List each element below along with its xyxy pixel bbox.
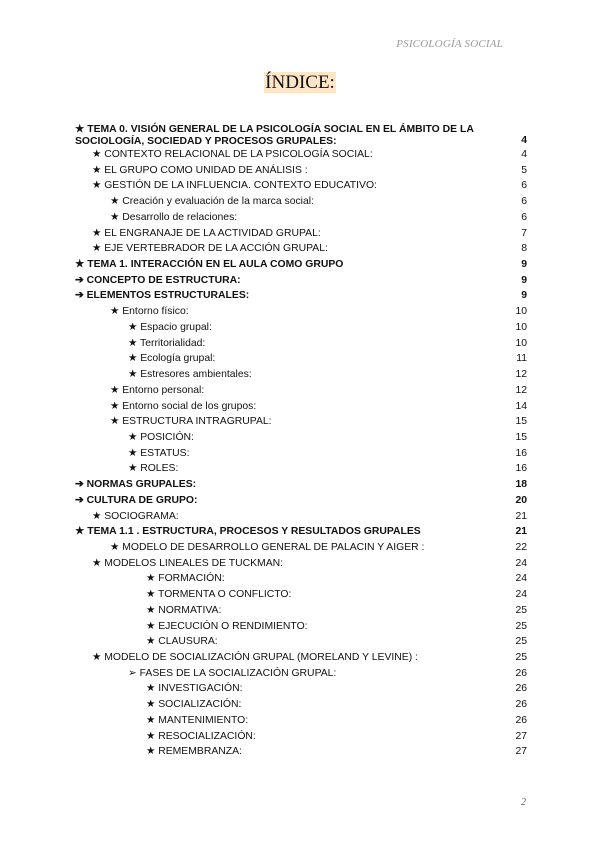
toc-entry[interactable] <box>75 681 527 697</box>
toc-entry-label: CULTURA DE GRUPO: <box>86 494 198 506</box>
star-bullet-icon: ★ <box>110 306 120 318</box>
star-bullet-icon: ★ <box>110 196 120 208</box>
toc-entry[interactable] <box>75 123 527 147</box>
toc-entry[interactable] <box>75 320 527 336</box>
toc-entry-text <box>75 257 343 273</box>
toc-entry[interactable] <box>75 399 527 415</box>
arrow-bullet-icon: ➔ <box>75 290 84 302</box>
toc-entry[interactable] <box>75 540 527 556</box>
toc-entry-label: ESTATUS: <box>140 447 190 459</box>
toc-entry-page: 22 <box>515 541 527 553</box>
toc-entry-label: Entorno social de los grupos: <box>122 400 257 412</box>
toc-entry-page: 24 <box>515 557 527 569</box>
toc-entry-page: 4 <box>521 149 527 160</box>
toc-entry[interactable] <box>75 194 527 210</box>
toc-entry-label: CONTEXTO RELACIONAL DE LA PSICOLOGÍA SOCIAL: <box>104 149 373 160</box>
toc-entry-page: 14 <box>515 400 527 412</box>
toc-entry-text <box>75 288 249 304</box>
toc-entry-text <box>110 194 314 210</box>
toc-entry-page: 20 <box>515 494 527 506</box>
toc-entry-text <box>92 226 321 242</box>
toc-entry-page: 11 <box>516 353 527 365</box>
page-title: ÍNDICE: <box>265 72 335 93</box>
toc-entry-label: NORMATIVA: <box>158 604 222 616</box>
toc-entry-text <box>146 729 256 745</box>
toc-entry-page: 25 <box>515 604 527 616</box>
toc-entry[interactable] <box>75 210 527 226</box>
toc-entry-text <box>75 477 196 493</box>
toc-entry-label: INVESTIGACIÓN: <box>158 683 243 695</box>
toc-entry-page: 25 <box>515 652 527 663</box>
toc-entry-page: 25 <box>515 620 527 632</box>
toc-entry-label: CONCEPTO DE ESTRUCTURA: <box>86 274 241 286</box>
star-bullet-icon: ★ <box>128 337 138 349</box>
page-number: 2 <box>521 797 526 808</box>
toc-entry-label: Desarrollo de relaciones: <box>122 211 238 223</box>
toc-entry[interactable] <box>75 634 527 650</box>
toc-entry[interactable] <box>75 571 527 587</box>
toc-entry-text <box>128 367 252 383</box>
star-bullet-icon: ★ <box>146 589 156 601</box>
star-bullet-icon: ★ <box>146 746 156 758</box>
toc-entry-label: TEMA 0. VISIÓN GENERAL DE LA PSICOLOGÍA SOCIAL EN EL ÁMBITO DE LA SOCIOLOGÍA, SOCIEDAD Y PROCESOS GRUPALES: <box>75 124 474 147</box>
star-bullet-icon: ★ <box>92 557 102 569</box>
star-bullet-icon: ★ <box>92 510 102 522</box>
toc-entry-text <box>128 351 215 367</box>
toc-entry-label: SOCIOGRAMA: <box>104 510 179 522</box>
arrowhead-bullet-icon: ➢ <box>128 667 137 679</box>
toc-entry-text <box>146 587 291 603</box>
toc-entry-text <box>92 163 308 179</box>
toc-entry[interactable] <box>75 556 527 572</box>
toc-entry-label: TORMENTA O CONFLICTO: <box>158 589 292 601</box>
toc-entry[interactable] <box>75 414 527 430</box>
toc-entry-text <box>128 666 336 682</box>
toc-entry-label: MODELO DE SOCIALIZACIÓN GRUPAL (MORELAND Y LEVINE) : <box>104 652 418 663</box>
toc-entry-page: 26 <box>515 699 527 711</box>
toc-entry[interactable] <box>75 241 527 257</box>
toc-entry[interactable] <box>75 744 527 760</box>
star-bullet-icon: ★ <box>110 211 120 223</box>
toc-entry-text <box>128 430 194 446</box>
toc-entry-label: POSICIÓN: <box>140 431 194 443</box>
toc-entry-page: 26 <box>515 714 527 726</box>
toc-entry-text <box>75 493 197 509</box>
star-bullet-icon: ★ <box>92 652 102 663</box>
toc-entry-page: 9 <box>521 290 527 302</box>
toc-entry-text <box>92 241 328 257</box>
toc-entry-page: 12 <box>515 369 527 381</box>
toc-entry[interactable] <box>75 336 527 352</box>
toc-entry-page: 15 <box>515 416 527 428</box>
toc-entry-label: ROLES: <box>140 463 179 475</box>
toc-entry[interactable] <box>75 304 527 320</box>
toc-entry-text <box>128 336 205 352</box>
toc-entry-page: 10 <box>515 321 527 333</box>
toc-entry[interactable] <box>75 619 527 635</box>
toc-entry-text <box>146 634 218 650</box>
arrow-bullet-icon: ➔ <box>75 274 84 286</box>
toc-entry[interactable] <box>75 603 527 619</box>
toc-entry-label: Entorno personal: <box>122 384 205 396</box>
toc-entry-label: ESTRUCTURA INTRAGRUPAL: <box>122 416 272 428</box>
toc-entry-label: Creación y evaluación de la marca social: <box>122 196 314 208</box>
toc-entry-label: Ecología grupal: <box>140 353 216 365</box>
toc-entry-text <box>75 524 421 540</box>
star-bullet-icon: ★ <box>146 573 156 585</box>
toc-entry-page: 26 <box>515 683 527 695</box>
toc-entry[interactable] <box>75 178 527 194</box>
table-of-contents <box>75 123 527 760</box>
toc-entry-page: 10 <box>515 337 527 349</box>
star-bullet-icon: ★ <box>128 321 138 333</box>
title-wrapper <box>0 72 600 94</box>
toc-entry-text <box>92 509 179 525</box>
toc-entry-label: RESOCIALIZACIÓN: <box>158 730 256 742</box>
toc-entry-text <box>75 273 241 289</box>
toc-entry-page: 7 <box>521 227 527 239</box>
toc-entry-label: SOCIALIZACIÓN: <box>158 699 242 711</box>
toc-entry[interactable] <box>75 493 527 509</box>
toc-entry[interactable] <box>75 524 527 540</box>
toc-entry[interactable] <box>75 461 527 477</box>
star-bullet-icon: ★ <box>146 730 156 742</box>
toc-entry-label: Territorialidad: <box>140 337 206 349</box>
star-bullet-icon: ★ <box>75 259 85 271</box>
toc-entry-label: NORMAS GRUPALES: <box>86 479 197 491</box>
toc-entry-text <box>92 556 283 572</box>
toc-entry[interactable] <box>75 477 527 493</box>
toc-entry-page: 8 <box>521 243 527 255</box>
star-bullet-icon: ★ <box>75 124 85 135</box>
toc-entry[interactable] <box>75 383 527 399</box>
toc-entry-text <box>92 650 418 666</box>
star-bullet-icon: ★ <box>128 463 138 475</box>
star-bullet-icon: ★ <box>146 714 156 726</box>
toc-entry-text <box>110 399 256 415</box>
star-bullet-icon: ★ <box>146 636 156 648</box>
toc-entry[interactable] <box>75 163 527 179</box>
toc-entry[interactable] <box>75 666 527 682</box>
toc-entry[interactable] <box>75 351 527 367</box>
toc-entry-text <box>146 603 221 619</box>
toc-entry-text <box>110 304 189 320</box>
star-bullet-icon: ★ <box>92 227 102 239</box>
toc-entry-page: 24 <box>515 573 527 585</box>
toc-entry-label: EJE VERTEBRADOR DE LA ACCIÓN GRUPAL: <box>104 243 328 255</box>
toc-entry-page: 16 <box>515 463 527 475</box>
star-bullet-icon: ★ <box>92 243 102 255</box>
toc-entry-text <box>146 744 242 760</box>
toc-entry-label: FORMACIÓN: <box>158 573 225 585</box>
toc-entry-text <box>110 540 424 556</box>
arrow-bullet-icon: ➔ <box>75 494 84 506</box>
toc-entry[interactable] <box>75 147 527 163</box>
star-bullet-icon: ★ <box>128 447 138 459</box>
toc-entry-label: MANTENIMIENTO: <box>158 714 249 726</box>
toc-entry-page: 25 <box>515 636 527 648</box>
star-bullet-icon: ★ <box>146 683 156 695</box>
toc-entry[interactable] <box>75 430 527 446</box>
toc-entry-page: 27 <box>515 746 527 758</box>
toc-entry-label: GESTIÓN DE LA INFLUENCIA. CONTEXTO EDUCATIVO: <box>104 180 377 192</box>
toc-entry-page: 27 <box>515 730 527 742</box>
toc-entry-label: MODELO DE DESARROLLO GENERAL DE PALACIN Y AIGER : <box>122 541 425 553</box>
toc-entry-text <box>92 147 373 163</box>
toc-entry[interactable] <box>75 509 527 525</box>
toc-entry[interactable] <box>75 729 527 745</box>
star-bullet-icon: ★ <box>110 416 120 428</box>
toc-entry-label: EL GRUPO COMO UNIDAD DE ANÁLISIS : <box>104 164 308 176</box>
toc-entry-text <box>110 210 237 226</box>
toc-entry-page: 9 <box>521 259 527 271</box>
toc-entry-text <box>146 571 225 587</box>
toc-entry-text <box>110 414 272 430</box>
toc-entry-page: 18 <box>515 479 527 491</box>
star-bullet-icon: ★ <box>92 164 102 176</box>
star-bullet-icon: ★ <box>110 384 120 396</box>
toc-entry-label: ELEMENTOS ESTRUCTURALES: <box>86 290 250 302</box>
running-header: PSICOLOGÍA SOCIAL <box>396 38 503 50</box>
toc-entry-text <box>128 320 212 336</box>
toc-entry-label: Entorno físico: <box>122 306 189 318</box>
star-bullet-icon: ★ <box>128 369 138 381</box>
arrow-bullet-icon: ➔ <box>75 479 84 491</box>
toc-entry[interactable] <box>75 273 527 289</box>
toc-entry-page: 6 <box>521 196 527 208</box>
star-bullet-icon: ★ <box>110 400 120 412</box>
star-bullet-icon: ★ <box>128 353 138 365</box>
toc-entry-label: EL ENGRANAJE DE LA ACTIVIDAD GRUPAL: <box>104 227 321 239</box>
toc-entry-text <box>110 383 204 399</box>
toc-entry-page: 9 <box>521 274 527 286</box>
toc-entry-page: 5 <box>521 164 527 176</box>
toc-entry-page: 21 <box>515 510 527 522</box>
toc-entry-page: 16 <box>515 447 527 459</box>
toc-entry-label: REMEMBRANZA: <box>158 746 242 758</box>
toc-entry-label: TEMA 1.1 . ESTRUCTURA, PROCESOS Y RESULTADOS GRUPALES <box>87 526 421 538</box>
toc-entry-label: TEMA 1. INTERACCIÓN EN EL AULA COMO GRUPO <box>87 259 344 271</box>
toc-entry-label: FASES DE LA SOCIALIZACIÓN GRUPAL: <box>139 667 337 679</box>
toc-entry[interactable] <box>75 697 527 713</box>
toc-entry-text <box>146 697 241 713</box>
toc-entry[interactable] <box>75 587 527 603</box>
toc-entry-label: EJECUCIÓN O RENDIMIENTO: <box>158 620 308 632</box>
toc-entry-label: Estresores ambientales: <box>140 369 252 381</box>
toc-entry-page: 26 <box>515 667 527 679</box>
toc-entry-text <box>128 461 178 477</box>
toc-entry-page: 24 <box>515 589 527 601</box>
toc-entry-text <box>146 681 243 697</box>
toc-entry[interactable] <box>75 446 527 462</box>
toc-entry-page: 6 <box>521 211 527 223</box>
toc-entry-page: 21 <box>515 526 527 538</box>
toc-entry-text <box>146 619 308 635</box>
star-bullet-icon: ★ <box>92 180 102 192</box>
toc-entry[interactable] <box>75 257 527 273</box>
toc-entry-text <box>92 178 377 194</box>
star-bullet-icon: ★ <box>128 431 138 443</box>
toc-entry-page: 10 <box>515 306 527 318</box>
toc-entry-text <box>75 124 515 148</box>
toc-entry-label: Espacio grupal: <box>140 321 212 333</box>
toc-entry-page: 12 <box>515 384 527 396</box>
toc-entry-label: MODELOS LINEALES DE TUCKMAN: <box>104 557 284 569</box>
toc-entry[interactable] <box>75 288 527 304</box>
toc-entry[interactable] <box>75 367 527 383</box>
toc-entry-label: CLAUSURA: <box>158 636 218 648</box>
star-bullet-icon: ★ <box>75 526 85 538</box>
star-bullet-icon: ★ <box>146 699 156 711</box>
star-bullet-icon: ★ <box>146 620 156 632</box>
star-bullet-icon: ★ <box>110 541 120 553</box>
toc-entry-page: 4 <box>521 135 527 146</box>
toc-entry-text <box>128 446 189 462</box>
toc-entry[interactable] <box>75 226 527 242</box>
toc-entry[interactable] <box>75 650 527 666</box>
toc-entry-text <box>146 713 248 729</box>
star-bullet-icon: ★ <box>92 149 102 160</box>
star-bullet-icon: ★ <box>146 604 156 616</box>
toc-entry-page: 6 <box>521 180 527 192</box>
toc-entry[interactable] <box>75 713 527 729</box>
toc-entry-page: 15 <box>515 431 527 443</box>
